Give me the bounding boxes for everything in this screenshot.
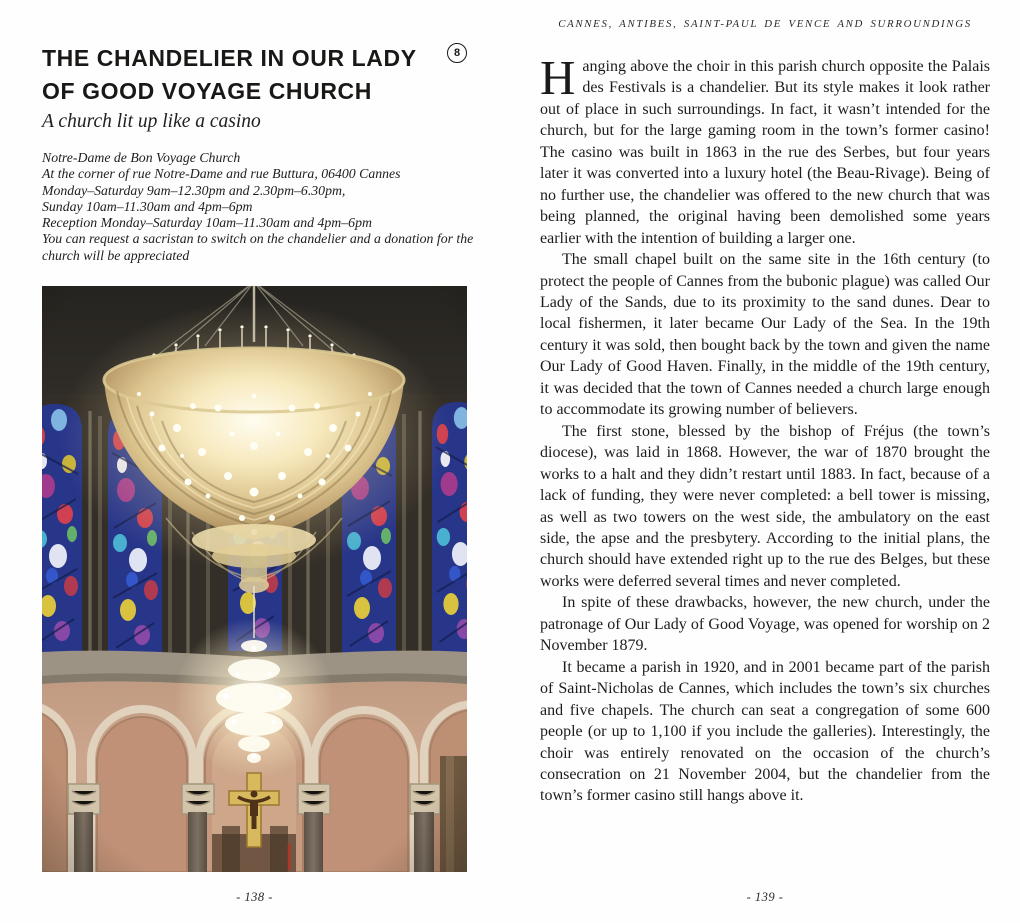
info-reception-hours: Reception Monday–Saturday 10am–11.30am and 4pm–6pm (42, 215, 372, 231)
left-page-number: - 138 - (236, 890, 273, 904)
running-header: CANNES, ANTIBES, SAINT-PAUL DE VENCE AND SURROUNDINGS (558, 18, 972, 30)
paragraph-1-text: anging above the choir in this parish church opposite the Palais des Festivals is a chandelier. But its style makes it look rather out of place in such surroundings. In fact, it wasn’t intended for the church, but for the large gaming room in the town’s former casino! The casino was built in 1863 in the rue des Serbes, but four years later it was converted into a luxury hotel (the Beau-Rivage). Being of no further use, the chandelier was offered to the new church that was being planned, the original having been demolished some years earlier with the intention of building a larger one. (540, 58, 990, 247)
drop-cap: H (540, 50, 576, 105)
info-church-name: Notre-Dame de Bon Voyage Church (42, 150, 241, 165)
body-text (540, 50, 990, 807)
paragraph-3: The first stone, blessed by the bishop of Fréjus (the town’s diocese), was laid in 1868. However, the war of 1870 brought the works to a halt and they didn’t restart until 1883. In fact, because of a lack of funding, they were never completed: a bell tower is missing, as well as two towers on the west side, the ambulatory on the east side, the apse and the presbytery. According to the initial plans, the church should have extended right up to the rue des Belges, but these works were deferred several times and never completed. (540, 422, 990, 590)
info-address: At the corner of rue Notre-Dame and rue Buttura, 06400 Cannes (42, 166, 401, 182)
paragraph-5: It became a parish in 1920, and in 2001 became part of the parish of Saint-Nicholas de Cannes, which includes the town’s six churches and five chapels. The church can seat a congregation of some 600 people (or up to 1,100 if you include the galleries). Interestingly, the choir was entirely renovated on the occasion of the church’s consecration on 21 November 2004, but the chandelier from the town’s former casino still hangs above it. (540, 658, 990, 805)
left-page (42, 0, 474, 923)
right-page-number: - 139 - (746, 890, 784, 904)
info-hours-weekday: Monday–Saturday 9am–12.30pm and 2.30pm–6.30pm, (42, 182, 346, 198)
church-chandelier-photo (42, 286, 467, 872)
paragraph-1 (540, 50, 990, 249)
right-page (540, 0, 990, 923)
info-hours-sunday: Sunday 10am–11.30am and 4pm–6pm (42, 198, 253, 214)
title-row (42, 42, 467, 108)
paragraph-2: The small chapel built on the same site in the 16th century (to protect the people of Cannes from the bubonic plague) was called Our Lady of the Sands, due to its proximity to the sand dunes. Dear to local fishermen, it later became Our Lady of the Sea. In the 19th century it was sold, then bought back by the town and given the name Our Lady of Good Haven. Finally, in the middle of the 19th century, it was decided that the town of Cannes needed a church large enough to accommodate its growing number of believers. (540, 251, 990, 419)
title-line-1: THE CHANDELIER IN OUR LADY (42, 45, 417, 71)
subtitle: A church lit up like a casino (42, 111, 261, 132)
entry-number-badge: 8 (447, 43, 467, 63)
visitor-info-block (42, 150, 474, 264)
info-note: You can request a sacristan to switch on the chandelier and a donation for the church will be appreciated (42, 231, 474, 263)
title-line-2: OF GOOD VOYAGE CHURCH (42, 78, 372, 104)
paragraph-4: In spite of these drawbacks, however, the new church, under the patronage of Our Lady of Good Voyage, was opened for worship on 2 November 1879. (540, 594, 990, 655)
page-title (42, 42, 417, 108)
